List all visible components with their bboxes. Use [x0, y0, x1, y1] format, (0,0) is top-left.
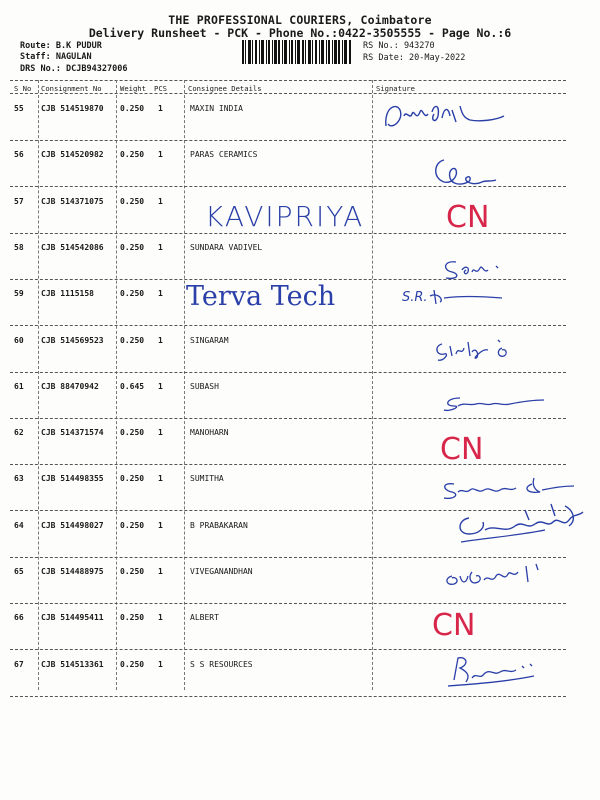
row-weight: 0.645 [120, 382, 145, 391]
row-consignment-no: CJB 88470942 [41, 382, 99, 391]
row-separator [10, 325, 566, 326]
row-sno: 63 [14, 474, 24, 483]
signature-row-64 [455, 500, 590, 548]
row-sno: 64 [14, 521, 24, 530]
runsheet-title: THE PROFESSIONAL COURIERS, Coimbatore [168, 13, 432, 27]
barcode [242, 40, 352, 64]
row-pcs: 1 [158, 104, 163, 113]
row-consignment-no: CJB 1115158 [41, 289, 94, 298]
row-weight: 0.250 [120, 104, 145, 113]
row-consignee: MAXIN INDIA [190, 104, 243, 113]
row-pcs: 1 [158, 197, 163, 206]
row-pcs: 1 [158, 660, 163, 669]
row-consignment-no: CJB 514495411 [41, 613, 104, 622]
drs-text: DRS No.: DCJB94327006 [20, 64, 128, 74]
signature-row-67 [444, 650, 544, 690]
row-pcs: 1 [158, 243, 163, 252]
row-sno: 56 [14, 150, 24, 159]
row-sno: 59 [14, 289, 24, 298]
row-sno: 66 [14, 613, 24, 622]
row-pcs: 1 [158, 428, 163, 437]
header-bottom-rule [10, 93, 566, 94]
signature-row-58 [438, 256, 508, 284]
col-weight: Weight [120, 84, 146, 93]
row-sno: 65 [14, 567, 24, 576]
row-separator [10, 372, 566, 373]
route-text: Route: B.K PUDUR [20, 41, 102, 51]
row-weight: 0.250 [120, 660, 145, 669]
row-separator [10, 696, 566, 697]
row-consignment-no: CJB 514569523 [41, 336, 104, 345]
col-pcs: PCS [154, 84, 167, 93]
row-weight: 0.250 [120, 243, 145, 252]
rs-number: RS No.: 943270 [363, 41, 435, 51]
row-pcs: 1 [158, 521, 163, 530]
row-sno: 61 [14, 382, 24, 391]
handwritten-name-row-59: Terva Tech [186, 281, 336, 312]
staff-text: Staff: NAGULAN [20, 52, 92, 62]
col-consignment: Consignment No [41, 84, 102, 93]
row-consignee: MANOHARN [190, 428, 229, 437]
row-consignee: B PRABAKARAN [190, 521, 248, 530]
row-weight: 0.250 [120, 150, 145, 159]
row-consignment-no: CJB 514519870 [41, 104, 104, 113]
row-pcs: 1 [158, 150, 163, 159]
row-consignee: SUMITHA [190, 474, 224, 483]
row-weight: 0.250 [120, 428, 145, 437]
cn-mark-row-57: CN [446, 200, 490, 235]
row-separator [10, 557, 566, 558]
row-consignment-no: CJB 514371075 [41, 197, 104, 206]
col-consignee: Consignee Details [188, 84, 262, 93]
row-weight: 0.250 [120, 567, 145, 576]
row-consignee: SINGARAM [190, 336, 229, 345]
row-consignee: SUBASH [190, 382, 219, 391]
row-weight: 0.250 [120, 197, 145, 206]
row-consignment-no: CJB 514542086 [41, 243, 104, 252]
row-sno: 62 [14, 428, 24, 437]
row-pcs: 1 [158, 382, 163, 391]
row-pcs: 1 [158, 474, 163, 483]
column-divider [116, 80, 117, 690]
row-pcs: 1 [158, 613, 163, 622]
column-divider [38, 80, 39, 690]
row-sno: 58 [14, 243, 24, 252]
cn-mark-row-62: CN [440, 432, 484, 467]
row-consignee: PARAS CERAMICS [190, 150, 258, 159]
row-sno: 57 [14, 197, 24, 206]
row-weight: 0.250 [120, 336, 145, 345]
signature-row-55 [380, 96, 510, 136]
signature-row-59 [428, 286, 508, 308]
signature-row-60 [432, 334, 522, 366]
row-weight: 0.250 [120, 521, 145, 530]
row-consignment-no: CJB 514371574 [41, 428, 104, 437]
row-separator [10, 418, 566, 419]
row-sno: 60 [14, 336, 24, 345]
row-consignment-no: CJB 514498355 [41, 474, 104, 483]
row-consignment-no: CJB 514498027 [41, 521, 104, 530]
row-consignee: VIVEGANANDHAN [190, 567, 253, 576]
handwritten-name-row-57: KAVIPRIYA [205, 200, 365, 233]
row-sno: 67 [14, 660, 24, 669]
row-consignment-no: CJB 514513361 [41, 660, 104, 669]
row-separator [10, 140, 566, 141]
row-weight: 0.250 [120, 474, 145, 483]
column-divider [372, 80, 373, 690]
row-consignment-no: CJB 514520982 [41, 150, 104, 159]
row-pcs: 1 [158, 567, 163, 576]
signature-row-61 [440, 392, 550, 414]
handwritten-initials-row-59: S.R. [402, 290, 428, 305]
signature-row-56 [430, 152, 500, 192]
col-sno: S No [14, 84, 32, 93]
row-weight: 0.250 [120, 289, 145, 298]
row-consignee: ALBERT [190, 613, 219, 622]
row-separator [10, 603, 566, 604]
row-consignee: SUNDARA VADIVEL [190, 243, 263, 252]
row-sno: 55 [14, 104, 24, 113]
cn-mark-row-66: CN [432, 608, 476, 643]
runsheet-subtitle: Delivery Runsheet - PCK - Phone No.:0422-3505555 - Page No.:6 [88, 26, 512, 40]
row-weight: 0.250 [120, 613, 145, 622]
table-top-rule [10, 80, 566, 81]
col-signature: Signature [376, 84, 415, 93]
row-consignment-no: CJB 514488975 [41, 567, 104, 576]
signature-row-65 [442, 562, 552, 590]
rs-date: RS Date: 20-May-2022 [363, 53, 466, 63]
row-pcs: 1 [158, 289, 163, 298]
column-divider [184, 80, 185, 690]
row-pcs: 1 [158, 336, 163, 345]
row-consignee: S S RESOURCES [190, 660, 253, 669]
